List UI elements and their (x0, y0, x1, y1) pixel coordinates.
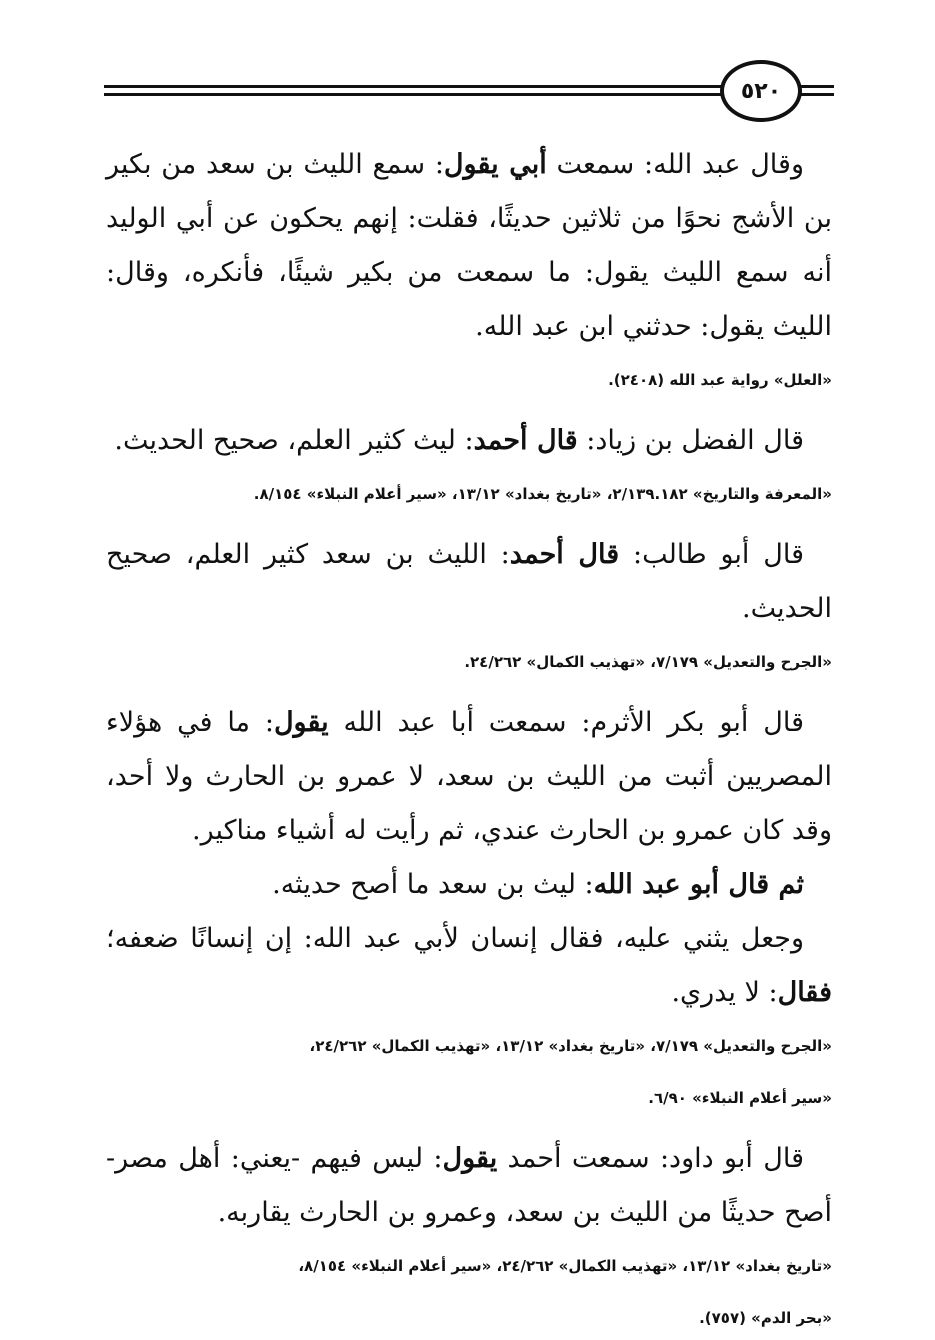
reference-note: «المعرفة والتاريخ» ٢/١٣٩.١٨٢، «تاريخ بغداد» ١٣/١٢، «سير أعلام النبلاء» ٨/١٥٤. (253, 485, 832, 503)
reference-note: «بحر الدم» (٧٥٧). (699, 1309, 832, 1327)
bold-phrase: قال أحمد (509, 539, 620, 570)
text-run: قال أبو بكر الأثرم: سمعت أبا عبد الله (328, 707, 804, 738)
page-number: ٥٢٠ (740, 78, 782, 104)
bold-phrase: يقول (442, 1143, 498, 1174)
spacer (106, 1240, 832, 1254)
text-run: : ما في هؤلاء المصريين أثبت من الليث بن سعد، لا عمرو بن الحارث ولا أحد، وقد كان عمرو بن الحارث عندي، ثم رأيت له أشياء مناكير. (106, 707, 832, 846)
text-run: قال الفضل بن زياد: (577, 425, 804, 456)
bold-phrase: ثم قال أبو عبد الله (593, 869, 804, 900)
reference-note: «الجرح والتعديل» ٧/١٧٩، «تهذيب الكمال» ٢٤/٢٦٢. (464, 653, 832, 671)
spacer (106, 1278, 832, 1306)
paragraph (106, 414, 832, 468)
spacer (106, 636, 832, 650)
paragraph (106, 528, 832, 636)
spacer (106, 674, 832, 696)
paragraph (106, 858, 832, 912)
spacer (106, 1058, 832, 1086)
paragraph (106, 138, 832, 354)
spacer (106, 354, 832, 368)
text-run: وجعل يثني عليه، فقال إنسان لأبي عبد الله: إن إنسانًا ضعفه؛ (106, 923, 804, 954)
paragraph (106, 696, 832, 858)
reference-note: «الجرح والتعديل» ٧/١٧٩، «تاريخ بغداد» ١٣/١٢، «تهذيب الكمال» ٢٤/٢٦٢، (309, 1037, 832, 1055)
reference-note: «سير أعلام النبلاء» ٦/٩٠. (648, 1089, 832, 1107)
page-number-badge (720, 60, 802, 122)
text-run: : لا يدري. (671, 977, 778, 1008)
text-run: : سمع الليث بن سعد من بكير بن الأشج نحوًا من ثلاثين حديثًا، فقلت: إنهم يحكون عن أبي الوليد أنه سمع الليث يقول: ما سمعت من بكير شيئًا، فأنكره، وقال: الليث يقول: حدثني ابن عبد الله. (106, 149, 832, 342)
text-run: وقال عبد الله: سمعت (546, 149, 804, 180)
text-run: : الليث بن سعد كثير العلم، صحيح الحديث. (106, 539, 832, 624)
text-run: قال أبو طالب: (619, 539, 805, 570)
spacer (106, 1110, 832, 1132)
bold-phrase: يقول (273, 707, 329, 738)
spacer (106, 468, 832, 482)
text-run: : ليس فيهم -يعني: أهل مصر- أصح حديثًا من الليث بن سعد، وعمرو بن الحارث يقاربه. (106, 1143, 832, 1228)
text-run: : ليث بن سعد ما أصح حديثه. (272, 869, 594, 900)
text-run: : ليث كثير العلم، صحيح الحديث. (114, 425, 474, 456)
page-header (104, 60, 834, 124)
text-run: قال أبو داود: سمعت أحمد (497, 1143, 804, 1174)
bold-phrase: أبي يقول (443, 149, 547, 180)
bold-phrase: فقال (777, 977, 832, 1008)
reference-note: «العلل» رواية عبد الله (٢٤٠٨). (608, 371, 832, 389)
spacer (106, 392, 832, 414)
paragraph (106, 1132, 832, 1240)
spacer (106, 506, 832, 528)
reference-note: «تاريخ بغداد» ١٣/١٢، «تهذيب الكمال» ٢٤/٢٦٢، «سير أعلام النبلاء» ٨/١٥٤، (298, 1257, 832, 1275)
bold-phrase: قال أحمد (473, 425, 578, 456)
paragraph (106, 912, 832, 1020)
spacer (106, 1020, 832, 1034)
page-body (106, 138, 832, 1330)
